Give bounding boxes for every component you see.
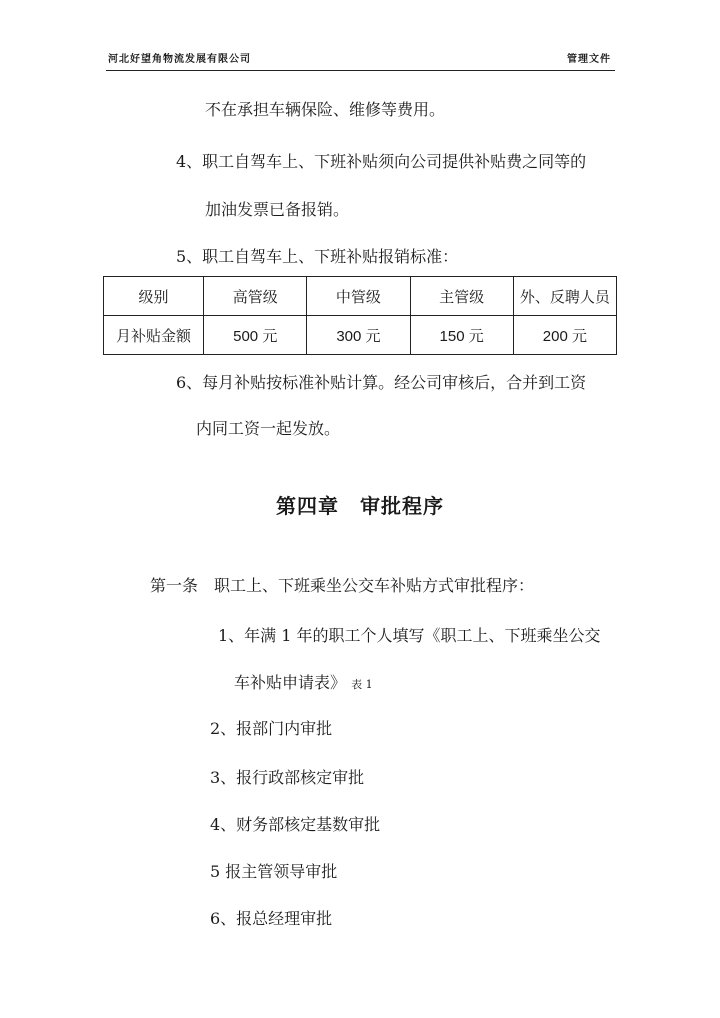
company-name: 河北好望角物流发展有限公司 — [108, 54, 251, 65]
paragraph-line: 5、职工自驾车上、下班补贴报销标准： — [176, 247, 459, 266]
paragraph-line: 内同工资一起发放。 — [196, 419, 341, 438]
table-cell: 150 元 — [410, 316, 513, 355]
step-item-text: 车补贴申请表》 — [234, 673, 347, 692]
table-header-cell: 主管级 — [410, 277, 513, 316]
table-header-cell: 中管级 — [307, 277, 410, 316]
table-row-label: 月补贴金额 — [104, 316, 204, 355]
step-item: 4、财务部核定基数审批 — [210, 815, 381, 834]
chapter-title: 第四章 审批程序 — [276, 494, 444, 518]
step-item: 5 报主管领导审批 — [210, 862, 338, 881]
article-title: 第一条 职工上、下班乘坐公交车补贴方式审批程序： — [150, 576, 535, 595]
paragraph-line: 6、每月补贴按标准补贴计算。经公司审核后，合并到工资 — [176, 373, 587, 392]
step-item: 3、报行政部核定审批 — [210, 768, 365, 787]
paragraph-line: 4、职工自驾车上、下班补贴须向公司提供补贴费之同等的 — [176, 152, 587, 171]
document-type: 管理文件 — [567, 54, 611, 65]
step-item-note: 表 1 — [351, 678, 373, 691]
step-item: 2、报部门内审批 — [210, 719, 333, 738]
step-item: 1、年满 1 年的职工个人填写《职工上、下班乘坐公交 — [218, 626, 601, 645]
table-header-cell: 级别 — [104, 277, 204, 316]
table-header-row — [104, 277, 617, 316]
paragraph-line: 加油发票已备报销。 — [205, 200, 350, 219]
table-cell: 200 元 — [513, 316, 616, 355]
subsidy-table — [103, 276, 617, 355]
table-cell: 300 元 — [307, 316, 410, 355]
step-item: 6、报总经理审批 — [210, 909, 333, 928]
page-header — [106, 46, 615, 71]
step-item-continued — [234, 670, 373, 693]
table-header-cell: 高管级 — [204, 277, 307, 316]
paragraph-line: 不在承担车辆保险、维修等费用。 — [205, 100, 446, 119]
table-header-cell: 外、反聘人员 — [513, 277, 616, 316]
table-row — [104, 316, 617, 355]
table-cell: 500 元 — [204, 316, 307, 355]
